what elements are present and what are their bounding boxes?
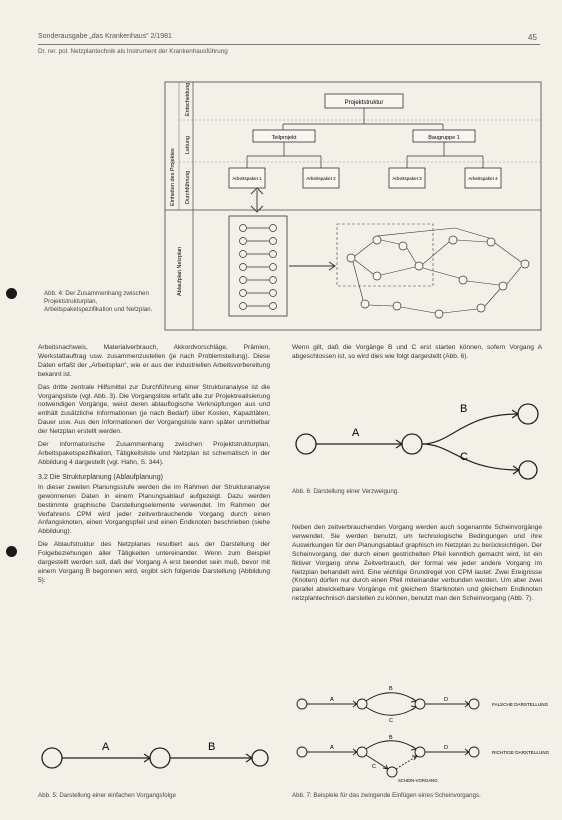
left-paragraph-4: In dieser zweiten Planungsstufe werden die im Rahmen der Strukturanalyse gewonnenen Daten in einem Planungsablauf aufgezeigt. Dazu werden bestimmte graphische Darstellungselemente verwendet. Im Rahmen der Verfahrens CPM wird jeder zeitverbrauchende Vorgang durch einen Anfangsknoten, einen Vorgangspfeil und einen Endknoten beschrieben (siehe Abbildung).: [38, 483, 270, 536]
figure-7-bottom-b: B: [389, 735, 393, 741]
article-line: Dr. rer. pol. Netzplantechnik als Instrument der Krankenhausführung: [38, 48, 228, 55]
figure-6-node-c: [519, 461, 537, 479]
level-label-lead: Leitung: [185, 135, 191, 154]
top-box-label: Projektstruktur: [344, 100, 384, 106]
figure-7-top-b: B: [389, 686, 393, 692]
page-number: 45: [528, 33, 537, 42]
figure-6-diagram: [292, 398, 542, 480]
figure-7-top-c: C: [389, 718, 393, 724]
figure-4-diagram: [165, 82, 541, 330]
figure-5-diagram: [38, 722, 270, 782]
figure-6-caption: Abb. 6: Darstellung einer Verzweigung.: [292, 488, 399, 495]
left-paragraph-3: Der informatorische Zusammenhang zwischen Projektstrukturplan, Arbeitspaketspezifikation, Tätigkeitsliste und Netzplan ist schematisch in der Abbildung 4 dargestellt (vgl. Hahn, S. 344).: [38, 441, 270, 466]
figure-5-node-1: [42, 748, 62, 768]
punch-hole-top: [6, 288, 17, 299]
running-title: Sonderausgabe „das Krankenhaus“ 2/1981: [38, 33, 172, 40]
header-rule: [38, 44, 540, 45]
punch-hole-bottom: [6, 546, 17, 557]
activity-list-box: [229, 216, 287, 316]
figure-4-caption: Abb. 4: Der Zusammenhang zwischen Projektstrukturplan, Arbeitspaketspezifikation und Netzplan.: [44, 290, 153, 313]
level-label-decision: Entscheidung: [185, 82, 191, 116]
figure-7-bottom-a: A: [330, 745, 334, 751]
left-paragraph-2: Das dritte zentrale Hilfsmittel zur Durchführung einer Strukturanalyse ist die Vorgangsliste (vgl. Abb. 3). Die Vorgangsliste erfaßt alle zur Projektrealisierung notwendigen Vorgänge, weist deren ablauflogische Verknüpfungen aus und enthält zusätzliche Informationen (je nach Bedarf) über Kosten, Kapazitäten, Dauer usw. Aus den Informationen der Vorgangsliste kann später unmittelbar der Netzplan erstellt werden.: [38, 383, 270, 436]
figure-6-node-start: [296, 434, 316, 454]
figure-7-bottom-c: C: [372, 764, 376, 770]
figure-7-diagram: [292, 684, 550, 784]
figure-7-side-label-2: RICHTIGE DARSTELLUNG: [492, 750, 550, 755]
left-paragraph-5: Die Ablaufstruktur des Netzplanes resultiert aus der Darstellung der Folgebeziehungen aller Tätigkeiten untereinander. Wenn zum Beispiel dargestellt werden soll, daß der Vorgang A erst beendet sein muß, bevor mit einem Vorgang B begonnen wird, ergibt sich folgende Darstellung (Abbildung 5):: [38, 541, 270, 584]
left-paragraph-1: Arbeitsnachweis, Materialverbrauch, Akkordvorschläge, Prämien, Werkstattauftrag usw. zusammenzustellen (je nach Problemstellung). Diese Daten erfaßt der „Arbeitsplan“, wie er aus der industriellen Arbeitsvorbereitung bekannt ist.: [38, 344, 270, 378]
mid-box-1-label: Teilprojekt: [271, 135, 297, 141]
figure-5-node-3: [252, 750, 268, 766]
figure-5-label-b: B: [208, 741, 216, 753]
figure-5-node-2: [150, 748, 170, 768]
figure-7-side-label-1: FALSCHE DARSTELLUNG: [492, 702, 549, 707]
figure-6-label-c: C: [460, 451, 468, 463]
right-paragraph-2: Neben den zeitverbrauchenden Vorgang werden auch sogenannte Scheinvorgänge verwendet. Sie werden benutzt, um technologische Bedingungen und ihre Auswirkungen für den Planungsablauf graphisch im Netzplan zu berücksichtigen. Der Scheinvorgang, der durch einen gestrichelten Pfeil kenntlich gemacht wird, ist ein fiktiver Vorgang ohne Zeitverbrauch, der formal wie jeder andere Vorgang im Netzplan behandelt wird. Eine wichtige Grundregel von CPM lautet: Zwei Ereignisse (Knoten) dürfen nur durch einen Pfeil miteinander verbunden werden. Um aber zwei parallel abwickelbare Vorgänge mit gleichem Startknoten und gleichem Endknoten netzplantechnisch darstellen zu können, benutzt man den Scheinvorgang (Abb. 7).: [292, 524, 542, 603]
work-package-2-label: Arbeitspaket 2: [306, 176, 336, 181]
figure-7-top-d: D: [444, 697, 448, 703]
figure-5-caption: Abb. 5: Darstellung einer einfachen Vorgangsfolge: [38, 792, 176, 799]
work-package-3-label: Arbeitspaket 3: [392, 176, 422, 181]
figure-6-node-b: [518, 404, 538, 424]
row-label-netzplan: Ablaufplan Netzplan: [177, 246, 183, 296]
figure-6-label-b: B: [460, 403, 468, 415]
left-column: [38, 344, 270, 586]
right-paragraph-1: Wenn gilt, daß die Vorgänge B und C erst starten können, sofern Vorgang A abgeschlossen ist, so wird dies wie folgt dargestellt (Abb. 6).: [292, 344, 542, 360]
mid-box-2-label: Baugruppe 1: [428, 135, 460, 141]
figure-7-top-a: A: [330, 697, 334, 703]
figure-7-bottom-d: D: [444, 745, 448, 751]
work-package-4-label: Arbeitspaket 4: [468, 176, 498, 181]
figure-7-caption: Abb. 7: Beispiele für das zwingende Einfügen eines Scheinvorgangs.: [292, 792, 481, 799]
figure-5-label-a: A: [102, 741, 110, 753]
figure-6-node-mid: [402, 434, 422, 454]
figure-7-dummy-label: SCHEIN-VORGANG: [398, 778, 438, 783]
level-label-execution: Durchführung: [185, 170, 191, 204]
figure-6-label-a: A: [352, 427, 360, 439]
row-label-units: Einheiten des Projektes: [170, 148, 176, 206]
work-package-1-label: Arbeitspaket 1: [232, 176, 262, 181]
section-heading: 3.2 Die Strukturplanung (Ablaufplanung): [38, 473, 163, 481]
